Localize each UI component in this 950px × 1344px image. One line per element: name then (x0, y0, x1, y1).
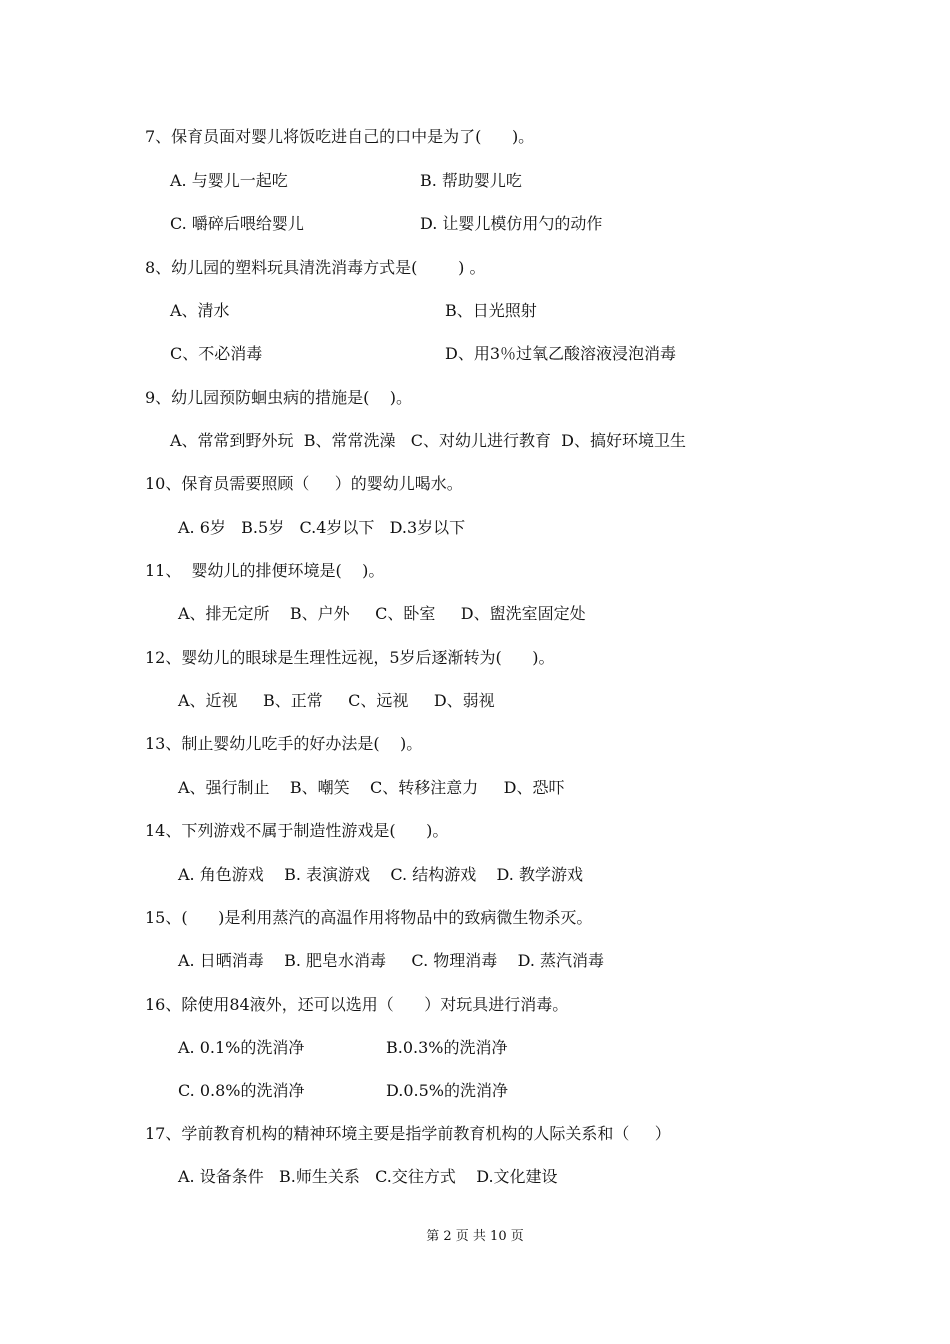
question-8: 8、幼儿园的塑料玩具清洗消毒方式是( ) 。 (145, 258, 486, 277)
options-14: A. 角色游戏 B. 表演游戏 C. 结构游戏 D. 教学游戏 (178, 865, 583, 884)
options-10: A. 6岁 B.5岁 C.4岁以下 D.3岁以下 (178, 518, 466, 537)
question-15: 15、( )是利用蒸汽的高温作用将物品中的致病微生物杀灭。 (145, 908, 593, 927)
question-7: 7、保育员面对婴儿将饭吃进自己的口中是为了( )。 (145, 127, 535, 146)
option-8c: C、不必消毒 (170, 344, 263, 363)
option-16b: B.0.3%的洗消净 (386, 1038, 508, 1057)
page-footer: 第 2 页 共 10 页 (426, 1229, 524, 1244)
options-12: A、近视 B、正常 C、远视 D、弱视 (178, 691, 495, 710)
options-13: A、强行制止 B、嘲笑 C、转移注意力 D、恐吓 (178, 778, 565, 797)
question-10: 10、保育员需要照顾（ ）的婴幼儿喝水。 (145, 474, 463, 493)
option-8a: A、清水 (170, 301, 230, 320)
question-14: 14、下列游戏不属于制造性游戏是( )。 (145, 821, 449, 840)
option-7a: A. 与婴儿一起吃 (170, 171, 288, 190)
question-13: 13、制止婴幼儿吃手的好办法是( )。 (145, 734, 423, 753)
question-12: 12、婴幼儿的眼球是生理性远视，5岁后逐渐转为( )。 (145, 648, 555, 667)
question-17: 17、学前教育机构的精神环境主要是指学前教育机构的人际关系和（ ） (145, 1124, 671, 1143)
options-17: A. 设备条件 B.师生关系 C.交往方式 D.文化建设 (178, 1167, 558, 1186)
options-15: A. 日晒消毒 B. 肥皂水消毒 C. 物理消毒 D. 蒸汽消毒 (178, 951, 605, 970)
option-16c: C. 0.8%的洗消净 (178, 1081, 305, 1100)
option-8b: B、日光照射 (445, 301, 537, 320)
option-16a: A. 0.1%的洗消净 (178, 1038, 305, 1057)
question-9: 9、幼儿园预防蛔虫病的措施是( )。 (145, 388, 413, 407)
options-11: A、排无定所 B、户外 C、卧室 D、盥洗室固定处 (178, 604, 586, 623)
option-7b: B. 帮助婴儿吃 (420, 171, 522, 190)
question-16: 16、除使用84液外，还可以选用（ ）对玩具进行消毒。 (145, 995, 569, 1014)
option-16d: D.0.5%的洗消净 (386, 1081, 508, 1100)
options-9: A、常常到野外玩 B、常常洗澡 C、对幼儿进行教育 D、搞好环境卫生 (170, 431, 686, 450)
option-8d: D、用3％过氧乙酸溶液浸泡消毒 (445, 344, 677, 363)
question-11: 11、 婴幼儿的排便环境是( )。 (145, 561, 385, 580)
option-7d: D. 让婴儿模仿用勺的动作 (420, 214, 603, 233)
option-7c: C. 嚼碎后喂给婴儿 (170, 214, 304, 233)
